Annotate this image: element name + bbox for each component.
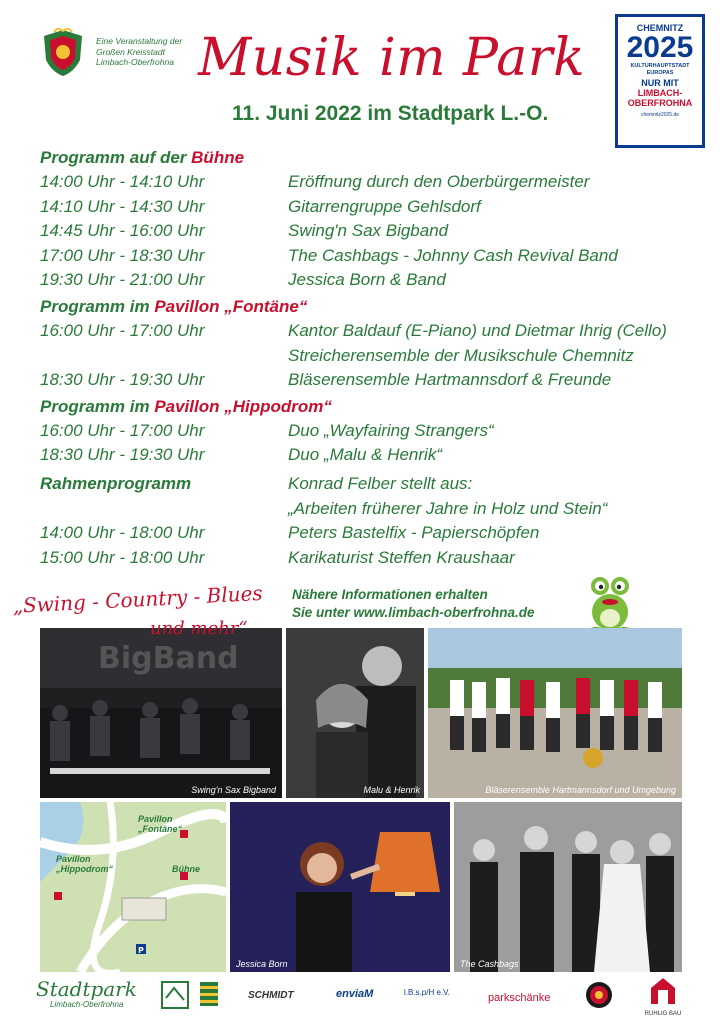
organizer-line: Großen Kreisstadt xyxy=(96,46,165,57)
slogan: „Swing - Country - Blues xyxy=(12,580,264,618)
map-label-stage: Bühne xyxy=(172,864,200,874)
heading-highlight: Pavillon „Hippodrom“ xyxy=(154,396,332,416)
program-time: 15:00 Uhr - 18:00 Uhr xyxy=(40,547,205,567)
section-heading-hippodrom xyxy=(40,395,700,419)
info-line: Nähere Informationen erhalten xyxy=(292,587,488,602)
photo-blaeser xyxy=(428,628,682,798)
parking-icon: P xyxy=(138,946,144,955)
program-desc: Gitarrengruppe Gehlsdorf xyxy=(288,196,481,216)
slogan-continued: und mehr“ xyxy=(150,618,248,639)
program-row xyxy=(40,195,700,220)
singer-photo-illustration xyxy=(230,802,450,972)
map-label-line: „Fontäne“ xyxy=(138,824,182,834)
program-desc: Streicherensemble der Musikschule Chemnitz xyxy=(288,345,634,365)
program-row xyxy=(40,319,700,344)
bigband-sign: BigBand xyxy=(98,641,239,676)
map-label-line: Pavillon xyxy=(56,854,91,864)
organizer-line: Limbach-Oberfrohna xyxy=(96,57,174,67)
frog-mascot-icon xyxy=(584,572,636,634)
park-map xyxy=(40,802,226,972)
program-desc: Swing'n Sax Bigband xyxy=(288,221,449,241)
saxony-crest-icon xyxy=(198,980,220,1010)
program-list xyxy=(40,144,700,570)
badge-caption: KULTURHAUPTSTADT xyxy=(630,63,690,69)
program-row xyxy=(40,368,700,393)
program-time: 18:30 Uhr - 19:30 Uhr xyxy=(40,445,205,465)
program-row xyxy=(40,497,700,522)
program-row xyxy=(40,268,700,293)
more-info-note xyxy=(292,586,535,622)
bigband-photo-illustration xyxy=(40,628,282,798)
parkschaenke-logo: parkschänke xyxy=(488,992,551,1004)
ruhlig-bau-logo xyxy=(644,976,682,1017)
photo-caption: Bläserensemble Hartmannsdorf und Umgebung xyxy=(485,785,676,795)
program-desc: Eröffnung durch den Oberbürgermeister xyxy=(288,172,590,191)
program-desc: Konrad Felber stellt aus: xyxy=(288,473,473,493)
ruhlig-house-icon xyxy=(647,976,679,1006)
badge-name: OBERFROHNA xyxy=(627,98,693,108)
badge-name: NUR MIT xyxy=(641,78,679,88)
heading-highlight: Pavillon „Fontäne“ xyxy=(154,296,308,316)
badge-year: 2025 xyxy=(626,31,694,64)
badge-city: CHEMNITZ xyxy=(636,23,684,33)
program-row xyxy=(40,419,700,444)
photo-caption: Malu & Henrik xyxy=(363,785,420,795)
badge-name: LIMBACH- xyxy=(637,88,683,98)
duo-photo-illustration xyxy=(286,628,424,798)
program-row xyxy=(40,546,700,571)
park-map-illustration xyxy=(40,802,226,972)
program-row xyxy=(40,443,700,468)
page-title: Musik im Park xyxy=(198,28,586,88)
program-desc: Karikaturist Steffen Kraushaar xyxy=(288,547,515,567)
event-date-location: 11. Juni 2022 im Stadtpark L.-O. xyxy=(232,102,549,125)
organizer-note xyxy=(96,36,182,68)
stadtpark-logo-subtext: Limbach-Oberfrohna xyxy=(50,1000,124,1009)
map-label-line: Pavillon xyxy=(138,814,173,824)
organizer-line: Eine Veranstaltung der xyxy=(96,36,183,46)
section-heading-fontane xyxy=(40,295,700,319)
program-time xyxy=(40,344,288,369)
section-heading-stage xyxy=(40,146,700,170)
photo-caption: Jessica Born xyxy=(236,959,288,969)
heading-highlight: Bühne xyxy=(191,148,245,167)
program-time: 14:10 Uhr - 14:30 Uhr xyxy=(40,196,205,216)
program-time: 14:00 Uhr - 14:10 Uhr xyxy=(40,172,205,191)
map-label-fontane xyxy=(138,814,182,834)
heading-text: Programm im xyxy=(40,396,155,416)
map-label-hippodrom xyxy=(56,854,113,874)
stadtpark-logo-text: Stadtpark xyxy=(36,977,137,1001)
brass-photo-illustration xyxy=(428,628,682,798)
info-link[interactable]: Sie unter www.limbach-oberfrohna.de xyxy=(292,605,535,620)
photo-bigband xyxy=(40,628,282,798)
band-photo-illustration xyxy=(454,802,682,972)
photo-malu-henrik xyxy=(286,628,424,798)
envia-logo: enviaM xyxy=(336,988,374,1000)
saxony-fund-logo-icon xyxy=(160,980,190,1010)
program-row-rahmen xyxy=(40,472,700,497)
program-row xyxy=(40,521,700,546)
capital-of-culture-badge xyxy=(615,14,705,148)
program-row xyxy=(40,219,700,244)
city-crest-icon xyxy=(40,28,86,78)
program-time: 18:30 Uhr - 19:30 Uhr xyxy=(40,370,205,390)
heading-text: Programm auf der xyxy=(40,148,192,167)
stadtpark-logo xyxy=(36,978,137,1009)
section-heading-rahmen: Rahmenprogramm xyxy=(40,473,192,493)
brewery-logo-icon xyxy=(584,980,614,1010)
heading-text: Programm im xyxy=(40,296,155,316)
program-desc: Kantor Baldauf (E-Piano) und Dietmar Ihrig (Cello) xyxy=(288,320,667,340)
program-desc: The Cashbags - Johnny Cash Revival Band xyxy=(288,245,618,265)
ruhlig-logo-text: RUHLIG BAU xyxy=(644,1011,682,1017)
program-row xyxy=(40,344,700,369)
program-time: 16:00 Uhr - 17:00 Uhr xyxy=(40,320,205,340)
program-time xyxy=(40,497,288,522)
photo-caption: The Cashbags xyxy=(460,959,519,969)
badge-caption: EUROPAS xyxy=(646,69,674,76)
program-desc: „Arbeiten früherer Jahre in Holz und Stein“ xyxy=(288,498,608,518)
badge-url: chemnitz2025.de xyxy=(640,112,680,118)
program-time: 17:00 Uhr - 18:30 Uhr xyxy=(40,245,205,265)
program-time: 16:00 Uhr - 17:00 Uhr xyxy=(40,420,205,440)
lbsp-logo: l.B.s.p/H e.V. xyxy=(404,988,450,997)
program-time: 14:45 Uhr - 16:00 Uhr xyxy=(40,221,205,241)
sponsor-logos xyxy=(36,976,696,1020)
program-desc: Jessica Born & Band xyxy=(288,270,446,290)
program-desc: Duo „Wayfairing Strangers“ xyxy=(288,420,494,440)
photo-cashbags xyxy=(454,802,682,972)
program-desc: Bläserensemble Hartmannsdorf & Freunde xyxy=(288,370,612,390)
map-label-line: „Hippodrom“ xyxy=(56,864,113,874)
schmidt-logo: SCHMIDT xyxy=(248,990,294,1001)
program-desc: Duo „Malu & Henrik“ xyxy=(288,445,442,465)
program-time: 19:30 Uhr - 21:00 Uhr xyxy=(40,270,205,290)
program-row xyxy=(40,170,700,195)
program-desc: Peters Bastelfix - Papierschöpfen xyxy=(288,523,540,543)
photo-jessica-born xyxy=(230,802,450,972)
photo-caption: Swing'n Sax Bigband xyxy=(191,785,276,795)
program-time: 14:00 Uhr - 18:00 Uhr xyxy=(40,523,205,543)
program-row xyxy=(40,244,700,269)
